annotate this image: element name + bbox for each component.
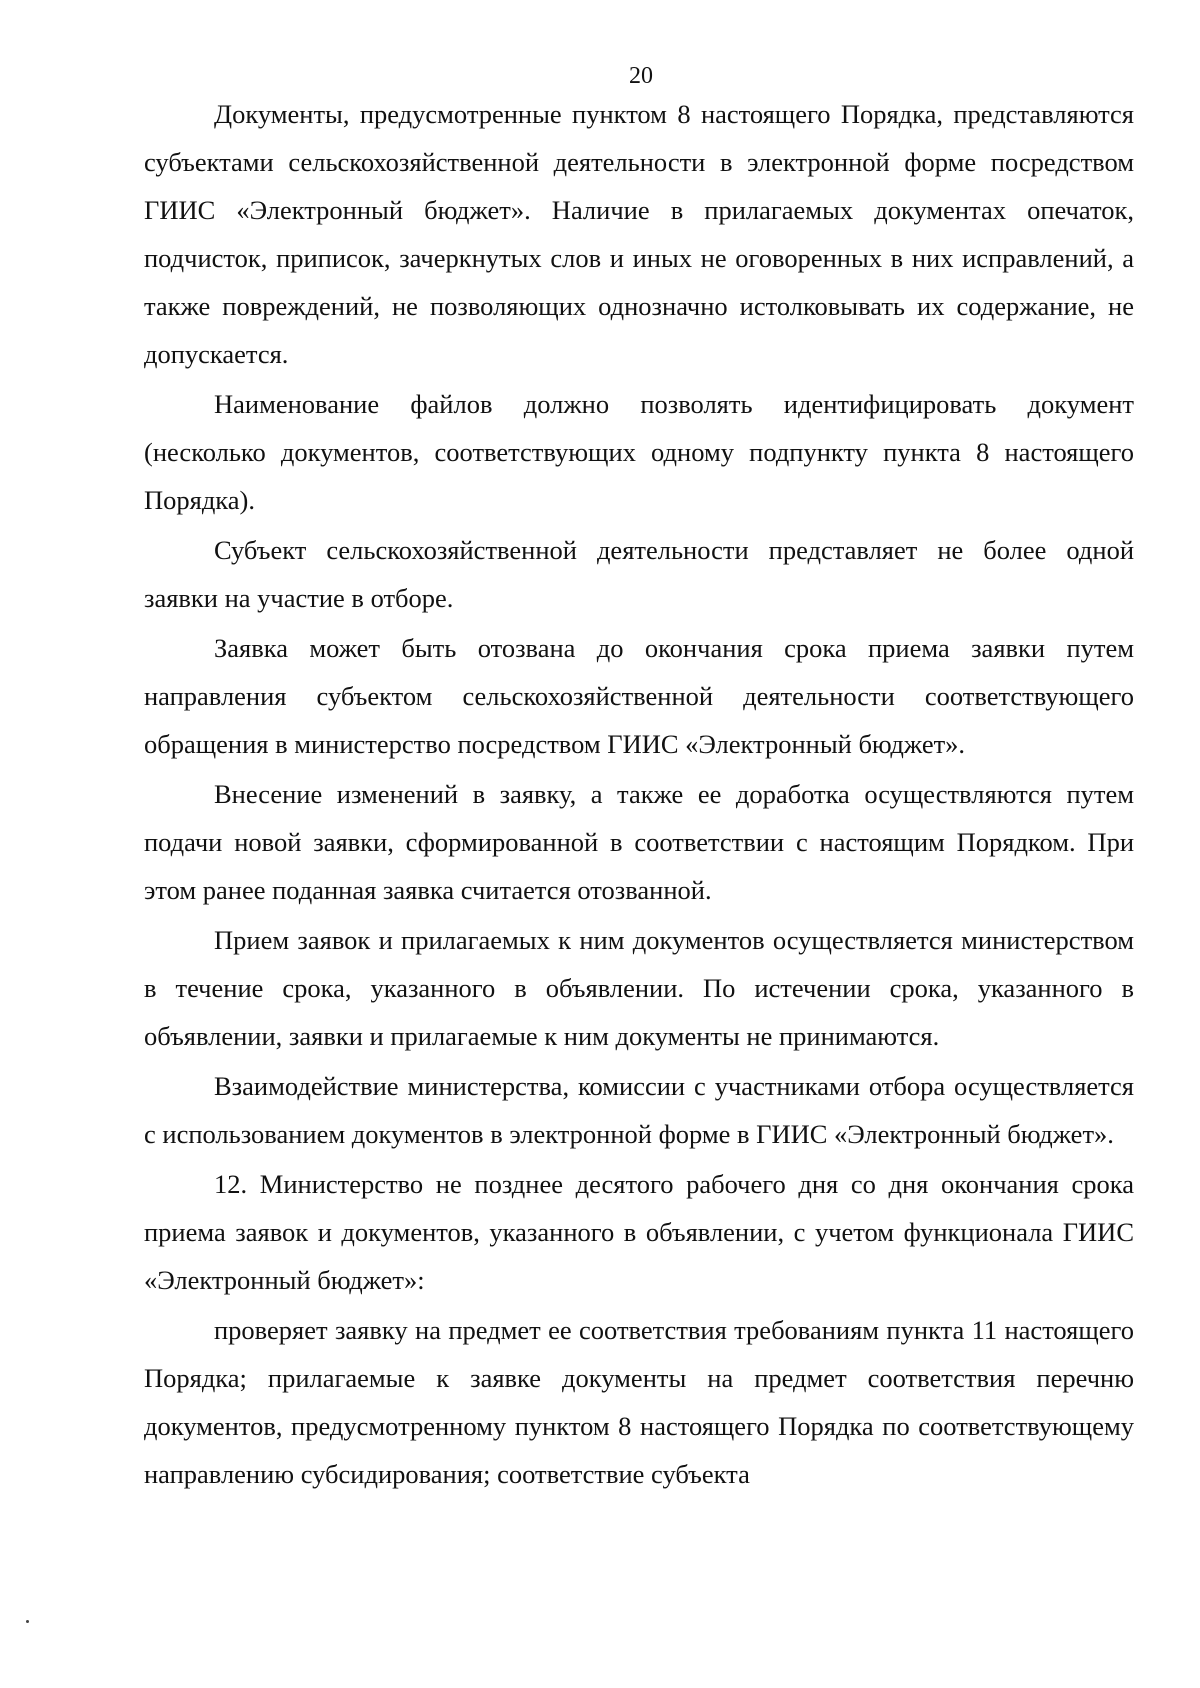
paragraph-application-withdrawal: Заявка может быть отозвана до окончания срока приема заявки путем направления субъектом сельскохозяйственной деятельности соответствующего обращения в министерство посредством ГИИС «Электронный бюджет». [144,633,1134,759]
document-body [144,90,1134,1498]
page-number: 20 [629,63,653,89]
paragraph-clause-12: 12. Министерство не позднее десятого рабочего дня со дня окончания срока приема заявок и документов, указанного в объявлении, с учетом функционала ГИИС «Электронный бюджет»: [144,1169,1134,1295]
paragraph-interaction: Взаимодействие министерства, комиссии с участниками отбора осуществляется с использованием документов в электронной форме в ГИИС «Электронный бюджет». [144,1071,1134,1149]
paragraph-file-naming: Наименование файлов должно позволять идентифицировать документ (несколько документов, соответствующих одному подпункту пункта 8 настоящего Порядка). [144,389,1134,515]
paragraph-single-application: Субъект сельскохозяйственной деятельности представляет не более одной заявки на участие в отборе. [144,535,1134,613]
scan-speck [26,1620,29,1623]
paragraph-application-changes: Внесение изменений в заявку, а также ее доработка осуществляются путем подачи новой заявки, сформированной в соответствии с настоящим Порядком. При этом ранее поданная заявка считается отозванной. [144,779,1134,905]
paragraph-verification: проверяет заявку на предмет ее соответствия требованиям пункта 11 настоящего Порядка; прилагаемые к заявке документы на предмет соответствия перечню документов, предусмотренному пунктом 8 настоящего Порядка по соответствующему направлению субсидирования; соответствие субъекта [144,1315,1134,1489]
paragraph-application-acceptance: Прием заявок и прилагаемых к ним документов осуществляется министерством в течение срока, указанного в объявлении. По истечении срока, указанного в объявлении, заявки и прилагаемые к ним документы не принимаются. [144,925,1134,1051]
paragraph-documents-submission: Документы, предусмотренные пунктом 8 настоящего Порядка, представляются субъектами сельскохозяйственной деятельности в электронной форме посредством ГИИС «Электронный бюджет». Наличие в прилагаемых документах опечаток, подчисток, приписок, зачеркнутых слов и иных не оговоренных в них исправлений, а также повреждений, не позволяющих однозначно истолковывать их содержание, не допускается. [144,99,1134,369]
